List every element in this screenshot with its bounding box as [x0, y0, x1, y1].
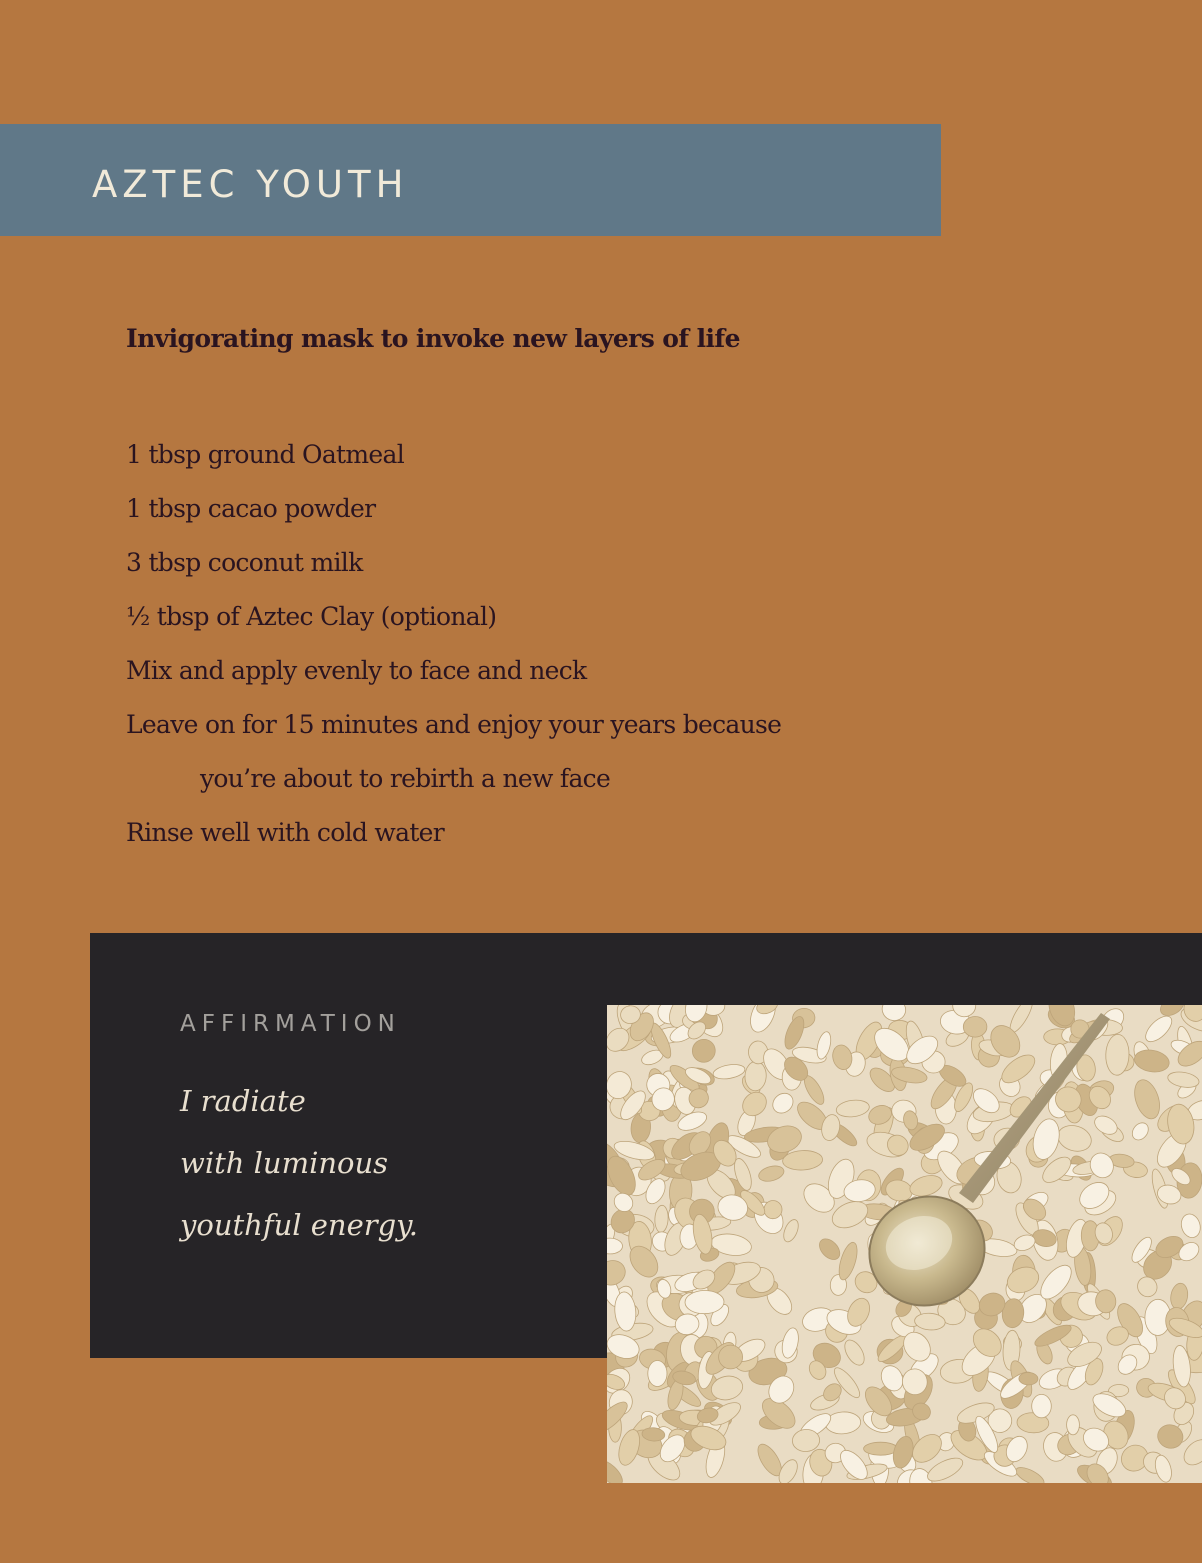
oat-flake: [1032, 1394, 1052, 1417]
oat-flake: [963, 1016, 987, 1037]
oat-flake: [864, 1442, 898, 1455]
affirmation-line-2: with luminous: [180, 1146, 389, 1180]
oat-flake: [1067, 1415, 1080, 1435]
oat-flake: [685, 1290, 724, 1314]
affirmation-heading: AFFIRMATION: [180, 1011, 401, 1037]
recipe-line-cacao: 1 tbsp cacao powder: [126, 494, 376, 523]
recipe-list: [126, 428, 781, 860]
recipe-line-coconut-milk: 3 tbsp coconut milk: [126, 548, 363, 577]
oat-flake: [718, 1345, 743, 1370]
oats-photo: [607, 1005, 1202, 1483]
recipe-line-oatmeal: 1 tbsp ground Oatmeal: [126, 440, 404, 469]
recipe-line-mix-apply: Mix and apply evenly to face and neck: [126, 656, 587, 685]
affirmation-line-3: youthful energy.: [180, 1208, 418, 1242]
recipe-line-rinse: Rinse well with cold water: [126, 818, 445, 847]
recipe-line-leave-on: Leave on for 15 minutes and enjoy your years because: [126, 710, 782, 739]
recipe-line-leave-on-continued: you’re about to rebirth a new face: [200, 764, 611, 793]
affirmation-line-1: I radiate: [180, 1084, 306, 1118]
oats-with-spoon-image: [607, 1005, 1202, 1483]
oat-flake: [1019, 1372, 1038, 1385]
page-title: AZTEC YOUTH: [92, 163, 409, 206]
recipe-subtitle: Invigorating mask to invoke new layers of life: [126, 324, 740, 353]
recipe-line-aztec-clay: ½ tbsp of Aztec Clay (optional): [126, 602, 497, 631]
affirmation-text: [180, 1070, 418, 1256]
oat-flake: [648, 1361, 667, 1387]
